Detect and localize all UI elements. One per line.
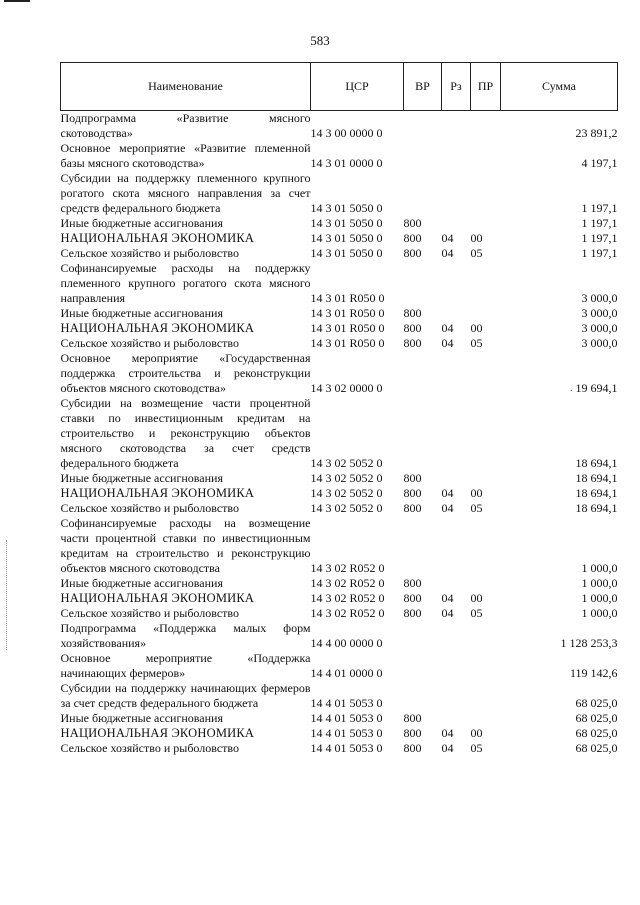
cell-pr: [471, 621, 501, 651]
cell-name: Сельское хозяйство и рыболовство: [60, 246, 240, 260]
cell-vr: [404, 396, 442, 471]
cell-csr: 14 4 01 5053 0: [310, 726, 383, 740]
cell-vr: 800: [403, 741, 422, 755]
cell-sum: 1 128 253,3: [560, 636, 618, 650]
cell-pr: 00: [470, 231, 483, 245]
cell-vr: [404, 141, 442, 171]
cell-rz: [442, 516, 471, 576]
cell-sum: 1 197,1: [581, 246, 618, 260]
cell-rz: [442, 171, 471, 216]
cell-rz: 04: [441, 741, 454, 755]
cell-csr: 14 3 01 R050 0: [310, 336, 385, 350]
column-header-csr: ЦСР: [311, 63, 404, 111]
table-row: [61, 741, 618, 756]
cell-sum: 3 000,0: [581, 291, 618, 305]
cell-sum: 68 025,0: [575, 741, 618, 755]
cell-pr: 05: [470, 336, 483, 350]
cell-name: Субсидии на поддержку начинающих фермеров за счет средств федерального бюджета: [60, 681, 311, 710]
cell-vr: 800: [403, 486, 422, 500]
cell-pr: [471, 216, 501, 231]
cell-sum: 3 000,0: [581, 336, 618, 350]
cell-vr: [404, 351, 442, 396]
cell-pr: [471, 111, 501, 142]
cell-csr: 14 4 01 0000 0: [310, 666, 383, 680]
cell-csr: 14 3 01 R050 0: [310, 291, 385, 305]
cell-csr: 14 3 02 R052 0: [310, 576, 385, 590]
column-header-rz: Рз: [442, 63, 471, 111]
table-row: [61, 711, 618, 726]
cell-name: Иные бюджетные ассигнования: [60, 216, 223, 230]
cell-pr: 05: [470, 501, 483, 515]
cell-pr: 00: [470, 591, 483, 605]
cell-pr: 00: [470, 321, 483, 335]
cell-name: Подпрограмма «Развитие мясного скотоводства»: [60, 111, 311, 140]
cell-vr: [404, 681, 442, 711]
cell-vr: 800: [403, 501, 422, 515]
cell-pr: 05: [470, 246, 483, 260]
budget-table: [60, 62, 618, 756]
cell-rz: [442, 216, 471, 231]
cell-vr: 800: [403, 216, 422, 230]
cell-rz: 04: [441, 336, 454, 350]
cell-csr: 14 3 02 R052 0: [310, 591, 385, 605]
cell-vr: 800: [403, 306, 422, 320]
top-edge-mark: [4, 0, 30, 2]
cell-sum: 18 694,1: [575, 486, 618, 500]
table-row: [61, 321, 618, 336]
cell-sum: 18 694,1: [575, 471, 618, 485]
cell-pr: [471, 261, 501, 306]
cell-csr: 14 3 02 5052 0: [310, 471, 383, 485]
cell-csr: 14 4 01 5053 0: [310, 741, 383, 755]
cell-rz: [442, 306, 471, 321]
cell-csr: 14 3 00 0000 0: [310, 126, 383, 140]
cell-rz: [442, 141, 471, 171]
table-row: [61, 621, 618, 651]
cell-rz: [442, 471, 471, 486]
column-header-vr: ВР: [404, 63, 442, 111]
cell-vr: 800: [403, 591, 422, 605]
cell-vr: [404, 111, 442, 142]
table-row: [61, 651, 618, 681]
cell-sum: 68 025,0: [575, 696, 618, 710]
table-row: [61, 396, 618, 471]
cell-csr: 14 3 01 5050 0: [310, 216, 383, 230]
cell-sum: 19 694,1: [575, 381, 618, 395]
cell-name: НАЦИОНАЛЬНАЯ ЭКОНОМИКА: [60, 486, 255, 500]
cell-name: Софинансируемые расходы на возмещение части процентной ставки по инвестиционным кредитам на строительство и реконструкцию объектов мясного скотоводства: [60, 516, 311, 575]
column-header-name: Наименование: [61, 63, 311, 111]
cell-csr: 14 4 01 5053 0: [310, 711, 383, 725]
table-row: [61, 501, 618, 516]
cell-sum: 1 000,0: [581, 561, 618, 575]
cell-name: НАЦИОНАЛЬНАЯ ЭКОНОМИКА: [60, 726, 255, 740]
table-row: [61, 171, 618, 216]
cell-pr: [471, 171, 501, 216]
cell-rz: [442, 711, 471, 726]
cell-pr: [471, 396, 501, 471]
cell-rz: [442, 681, 471, 711]
table-row: [61, 336, 618, 351]
table-row: [61, 141, 618, 171]
cell-pr: [471, 306, 501, 321]
column-header-sum: Сумма: [501, 63, 618, 111]
cell-pr: [471, 651, 501, 681]
table-row: [61, 306, 618, 321]
cell-pr: [471, 681, 501, 711]
cell-sum: 119 142,6: [569, 666, 618, 680]
cell-rz: [442, 261, 471, 306]
cell-name: Субсидии на поддержку племенного крупного рогатого скота мясного направления за счет средств федерального бюджета: [60, 171, 311, 215]
cell-name: Иные бюджетные ассигнования: [60, 711, 223, 725]
cell-rz: [442, 651, 471, 681]
cell-pr: 05: [470, 741, 483, 755]
table-body: [61, 111, 618, 757]
stray-mark: .: [570, 383, 573, 394]
cell-csr: 14 3 01 5050 0: [310, 246, 383, 260]
cell-csr: 14 3 01 5050 0: [310, 201, 383, 215]
table-row: [61, 246, 618, 261]
table-row: [61, 231, 618, 246]
cell-rz: 04: [441, 606, 454, 620]
cell-name: Сельское хозяйство и рыболовство: [60, 741, 240, 755]
cell-name: Сельское хозяйство и рыболовство: [60, 501, 240, 515]
cell-csr: 14 3 01 5050 0: [310, 231, 383, 245]
cell-pr: 05: [470, 606, 483, 620]
cell-name: НАЦИОНАЛЬНАЯ ЭКОНОМИКА: [60, 591, 255, 605]
cell-vr: [404, 516, 442, 576]
cell-sum: 1 197,1: [581, 201, 618, 215]
cell-csr: 14 3 02 R052 0: [310, 606, 385, 620]
cell-csr: 14 4 00 0000 0: [310, 636, 383, 650]
table-row: [61, 471, 618, 486]
cell-csr: 14 3 02 0000 0: [310, 381, 383, 395]
cell-sum: 3 000,0: [581, 321, 618, 335]
cell-vr: [404, 621, 442, 651]
cell-rz: 04: [441, 486, 454, 500]
cell-pr: [471, 471, 501, 486]
cell-rz: 04: [441, 501, 454, 515]
cell-rz: [442, 576, 471, 591]
cell-vr: 800: [403, 606, 422, 620]
cell-sum: 68 025,0: [575, 711, 618, 725]
table-row: [61, 351, 618, 396]
cell-pr: [471, 516, 501, 576]
cell-sum: 18 694,1: [575, 501, 618, 515]
cell-sum: 18 694,1: [575, 456, 618, 470]
cell-csr: 14 4 01 5053 0: [310, 696, 383, 710]
cell-sum: 23 891,2: [575, 126, 618, 140]
cell-rz: [442, 396, 471, 471]
table-row: [61, 216, 618, 231]
cell-vr: [404, 171, 442, 216]
cell-csr: 14 3 01 0000 0: [310, 156, 383, 170]
cell-name: Иные бюджетные ассигнования: [60, 576, 223, 590]
page-number: 583: [310, 33, 330, 48]
cell-rz: 04: [441, 246, 454, 260]
cell-vr: 800: [403, 576, 422, 590]
cell-sum: 3 000,0: [581, 306, 618, 320]
cell-vr: [404, 651, 442, 681]
cell-name: НАЦИОНАЛЬНАЯ ЭКОНОМИКА: [60, 231, 255, 245]
cell-csr: 14 3 01 R050 0: [310, 306, 385, 320]
column-header-pr: ПР: [471, 63, 501, 111]
cell-name: НАЦИОНАЛЬНАЯ ЭКОНОМИКА: [60, 321, 255, 335]
cell-name: Субсидии на возмещение части процентной ставки по инвестиционным кредитам на строительство и реконструкцию объектов мясного скотоводства за счет средств федерального бюджета: [60, 396, 311, 470]
cell-rz: 04: [441, 726, 454, 740]
cell-vr: 800: [403, 321, 422, 335]
cell-rz: 04: [441, 321, 454, 335]
table-row: [61, 261, 618, 306]
table-row: [61, 516, 618, 576]
cell-vr: 800: [403, 711, 422, 725]
cell-name: Софинансируемые расходы на поддержку племенного крупного рогатого скота мясного направления: [60, 261, 311, 305]
cell-csr: 14 3 02 5052 0: [310, 456, 383, 470]
cell-csr: 14 3 02 5052 0: [310, 501, 383, 515]
cell-csr: 14 3 02 5052 0: [310, 486, 383, 500]
scan-artifact-dots: [6, 540, 7, 650]
cell-vr: [404, 261, 442, 306]
cell-name: Основное мероприятие «Развитие племенной базы мясного скотоводства»: [60, 141, 311, 170]
table-row: [61, 111, 618, 142]
cell-name: Основное мероприятие «Государственная поддержка строительства и реконструкции объектов мясного скотоводства»: [60, 351, 311, 395]
cell-vr: 800: [403, 471, 422, 485]
cell-pr: 00: [470, 726, 483, 740]
cell-sum: 1 000,0: [581, 576, 618, 590]
cell-csr: 14 3 02 R052 0: [310, 561, 385, 575]
table-row: [61, 681, 618, 711]
cell-pr: 00: [470, 486, 483, 500]
cell-name: Сельское хозяйство и рыболовство: [60, 336, 240, 350]
cell-pr: [471, 141, 501, 171]
cell-name: Подпрограмма «Поддержка малых форм хозяйствования»: [60, 621, 311, 650]
table-row: [61, 576, 618, 591]
cell-rz: 04: [441, 231, 454, 245]
cell-csr: 14 3 01 R050 0: [310, 321, 385, 335]
cell-name: Основное мероприятие «Поддержка начинающих фермеров»: [60, 651, 311, 680]
cell-vr: 800: [403, 726, 422, 740]
cell-vr: 800: [403, 336, 422, 350]
cell-sum: 1 000,0: [581, 606, 618, 620]
cell-pr: [471, 351, 501, 396]
cell-pr: [471, 711, 501, 726]
cell-sum: 68 025,0: [575, 726, 618, 740]
cell-rz: [442, 621, 471, 651]
cell-vr: 800: [403, 231, 422, 245]
cell-name: Иные бюджетные ассигнования: [60, 471, 223, 485]
cell-sum: 4 197,1: [581, 156, 618, 170]
cell-name: Иные бюджетные ассигнования: [60, 306, 223, 320]
cell-sum: 1 197,1: [581, 216, 618, 230]
cell-rz: [442, 111, 471, 142]
cell-pr: [471, 576, 501, 591]
cell-vr: 800: [403, 246, 422, 260]
table-row: [61, 486, 618, 501]
cell-name: Сельское хозяйство и рыболовство: [60, 606, 240, 620]
table-header-row: [61, 63, 618, 111]
table-row: [61, 606, 618, 621]
cell-rz: 04: [441, 591, 454, 605]
table-row: [61, 726, 618, 741]
cell-sum: 1 197,1: [581, 231, 618, 245]
cell-sum: 1 000,0: [581, 591, 618, 605]
cell-rz: [442, 351, 471, 396]
table-row: [61, 591, 618, 606]
